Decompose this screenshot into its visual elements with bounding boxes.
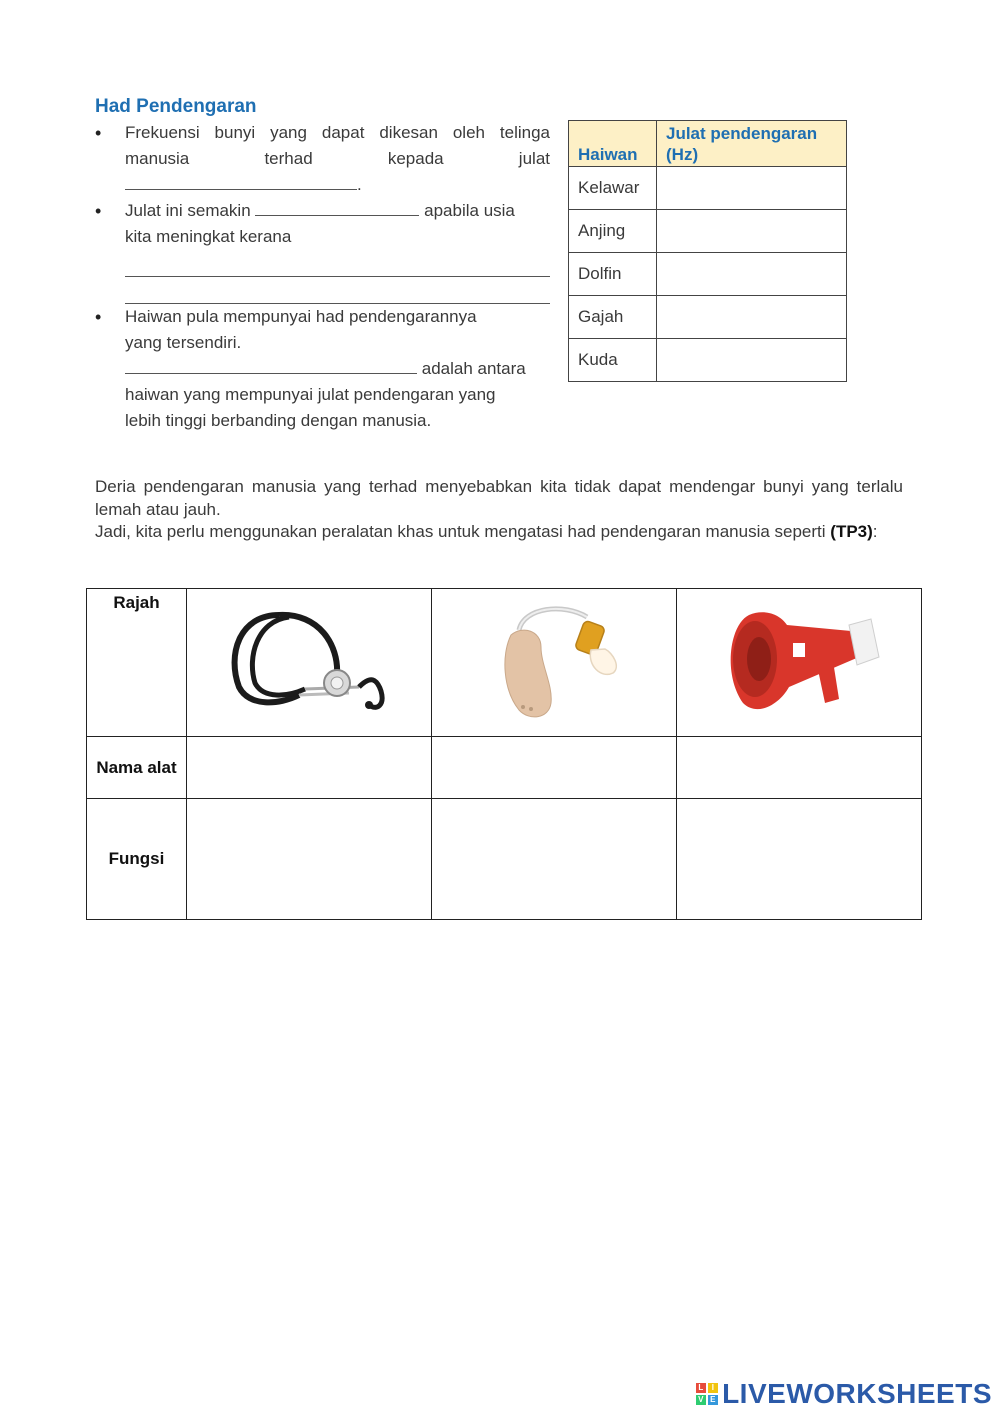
range-answer-cell[interactable] <box>657 296 847 339</box>
bullet-list <box>95 120 550 434</box>
row-label-nama-alat: Nama alat <box>87 737 187 799</box>
intro-paragraph: Deria pendengaran manusia yang terhad menyebabkan kita tidak dapat mendengar bunyi yang terlalu lemah atau jauh. Jadi, kita perlu menggunakan peralatan khas untuk mengatasi had pendengaran manusia seperti (TP3): <box>95 477 903 541</box>
row-label-fungsi: Fungsi <box>87 799 187 920</box>
tool-name-cell[interactable] <box>677 737 922 799</box>
stethoscope-icon <box>209 595 409 725</box>
range-answer-cell[interactable] <box>657 253 847 296</box>
animal-cell: Kelawar <box>569 167 657 210</box>
bullet-item-1: • Frekuensi bunyi yang dapat dikesan oleh telinga manusia terhad kepada julat . <box>95 120 550 198</box>
tool-function-cell[interactable] <box>187 799 432 920</box>
header-animal: Haiwan <box>569 121 657 167</box>
liveworksheets-logo <box>696 1378 992 1410</box>
answer-line-reason-1[interactable] <box>125 256 550 277</box>
liveworksheets-icon: L I V E <box>696 1383 718 1405</box>
tool-function-cell[interactable] <box>677 799 922 920</box>
range-answer-cell[interactable] <box>657 210 847 253</box>
animal-cell: Dolfin <box>569 253 657 296</box>
hearing-aid-image <box>432 589 677 737</box>
answer-blank-decrease[interactable] <box>255 198 419 216</box>
animal-cell: Gajah <box>569 296 657 339</box>
tool-name-cell[interactable] <box>432 737 677 799</box>
tools-table <box>86 588 922 920</box>
megaphone-image <box>677 589 922 737</box>
stethoscope-image <box>187 589 432 737</box>
animal-cell: Kuda <box>569 339 657 382</box>
bullet-item-2: • Julat ini semakin apabila usia kita meningkat kerana <box>95 198 550 304</box>
hearing-range-table <box>568 120 847 382</box>
answer-blank-animal[interactable] <box>125 356 417 374</box>
bullet-1-text: • Frekuensi bunyi yang dapat dikesan oleh telinga manusia terhad kepada julat <box>125 123 550 168</box>
section-title: Had Pendengaran <box>95 96 257 117</box>
answer-blank-range[interactable] <box>125 172 357 190</box>
tool-function-cell[interactable] <box>432 799 677 920</box>
range-answer-cell[interactable] <box>657 339 847 382</box>
row-label-rajah: Rajah <box>87 589 187 737</box>
brand-name: LIVEWORKSHEETS <box>722 1378 992 1409</box>
answer-line-reason-2[interactable] <box>125 283 550 304</box>
hearing-aid-icon <box>479 595 629 725</box>
range-answer-cell[interactable] <box>657 167 847 210</box>
bullet-item-3: • Haiwan pula mempunyai had pendengarannya yang tersendiri. adalah antara haiwan yang mempunyai julat pendengaran yang lebih tinggi berbanding dengan manusia. <box>95 304 550 434</box>
megaphone-icon <box>709 595 889 725</box>
animal-cell: Anjing <box>569 210 657 253</box>
tool-name-cell[interactable] <box>187 737 432 799</box>
header-range: Julat pendengaran (Hz) <box>657 121 847 167</box>
